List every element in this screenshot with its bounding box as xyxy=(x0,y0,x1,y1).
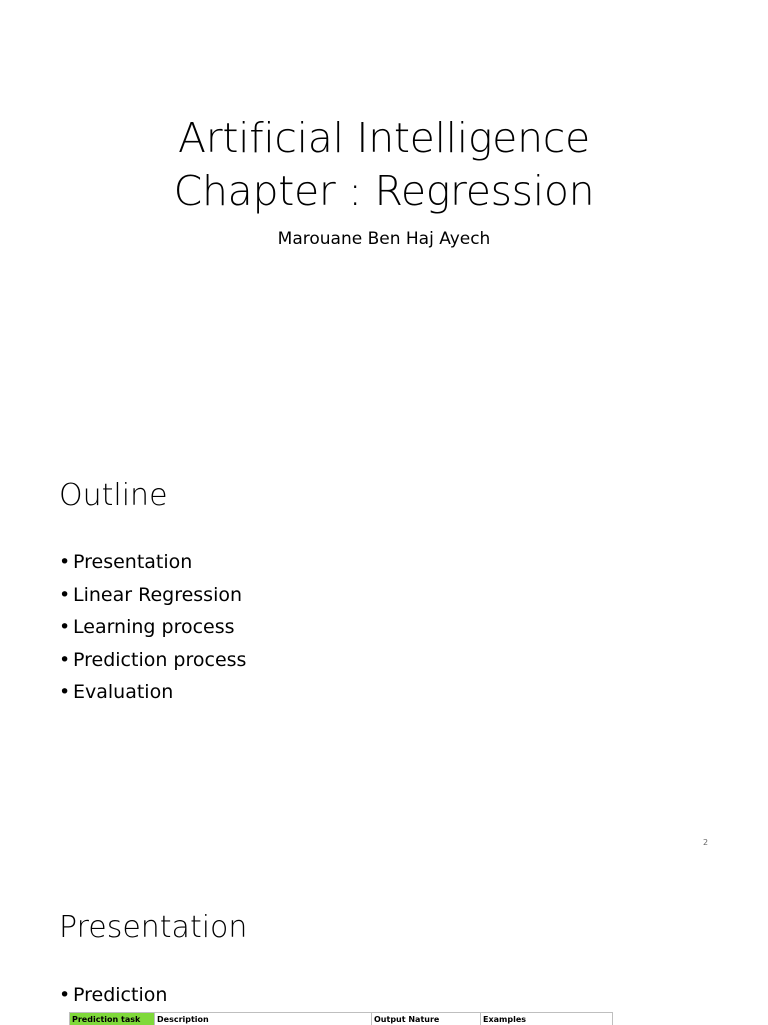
bullet-item: • Presentation xyxy=(59,546,246,579)
bullet-item: • Evaluation xyxy=(59,676,246,709)
column-header: Description xyxy=(155,1013,372,1025)
bullet-list xyxy=(59,546,246,709)
page-number: 2 xyxy=(703,838,708,847)
bullet-item: • Linear Regression xyxy=(59,579,246,612)
table-header-row xyxy=(70,1013,613,1025)
bullet-list xyxy=(59,979,167,1012)
column-header: Examples xyxy=(481,1013,613,1025)
bullet-item: • Learning process xyxy=(59,611,246,644)
slide-title xyxy=(0,112,768,218)
column-header: Prediction task xyxy=(70,1013,155,1025)
presentation-slide xyxy=(0,864,768,1024)
bullet-item: • Prediction xyxy=(59,979,167,1012)
outline-slide xyxy=(0,432,768,864)
author-name: Marouane Ben Haj Ayech xyxy=(0,228,768,250)
title-slide xyxy=(0,0,768,432)
slide-heading: Outline xyxy=(59,476,168,516)
bullet-item: • Prediction process xyxy=(59,644,246,677)
title-line-1: Artificial Intelligence xyxy=(0,112,768,165)
prediction-table xyxy=(69,1012,613,1025)
slide-heading: Presentation xyxy=(59,908,247,948)
title-line-2: Chapter : Regression xyxy=(0,165,768,218)
column-header: Output Nature xyxy=(372,1013,481,1025)
